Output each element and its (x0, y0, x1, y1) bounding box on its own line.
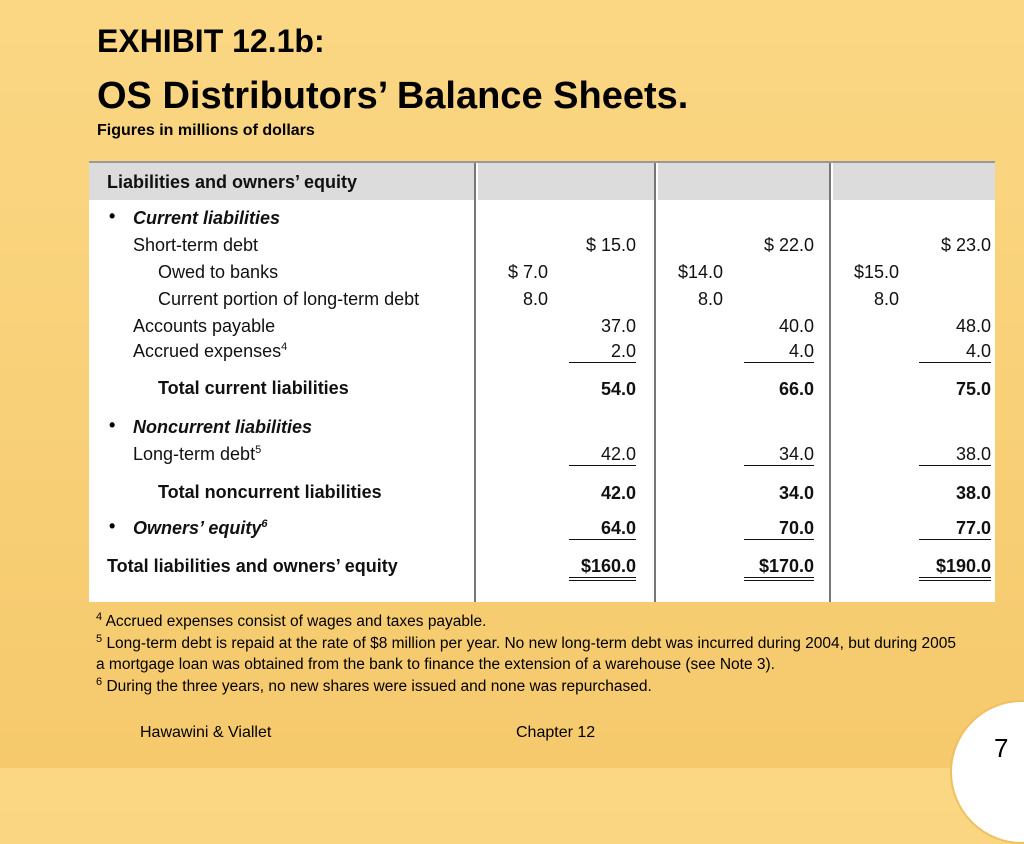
footnote-number: 5 (96, 632, 103, 645)
total-current-2004: 66.0 (778, 379, 814, 399)
accrued-expenses-2003: 2.0 (569, 341, 636, 363)
bullet-icon: • (109, 206, 116, 226)
current-portion-2003: 8.0 (522, 289, 548, 309)
owners-equity-2005: 77.0 (919, 518, 991, 540)
total-liabilities-equity-2003: $160.0 (569, 556, 636, 581)
current-portion-2005: 8.0 (873, 289, 899, 309)
total-noncurrent-2003: 42.0 (600, 483, 636, 503)
long-term-debt-2004: 34.0 (744, 444, 814, 466)
footnote-4 (96, 611, 956, 633)
bullet-icon: • (109, 516, 116, 536)
total-liabilities-equity-2005: $190.0 (919, 556, 991, 581)
footnote-number: 6 (96, 675, 103, 688)
total-liabilities-equity-label: Total liabilities and owners’ equity (107, 556, 398, 576)
header-shade-col2 (658, 163, 829, 200)
total-noncurrent-2005: 38.0 (955, 483, 991, 503)
footnotes (96, 611, 956, 697)
footnote-number: 4 (96, 610, 103, 623)
accounts-payable-label: Accounts payable (133, 316, 276, 336)
current-portion-label: Current portion of long-term debt (158, 289, 420, 309)
total-current-label: Total current liabilities (158, 378, 349, 398)
footnote-ref-4: 4 (281, 341, 288, 353)
short-term-debt-label: Short-term debt (133, 235, 259, 255)
bullet-icon: • (109, 415, 116, 435)
total-liabilities-equity-2004: $170.0 (744, 556, 814, 581)
page-number-circle (950, 700, 1024, 844)
total-current-2005: 75.0 (955, 379, 991, 399)
owed-to-banks-2005: $15.0 (853, 262, 899, 282)
accounts-payable-2005: 48.0 (955, 316, 991, 336)
owners-equity-label (133, 518, 268, 539)
current-portion-2004: 8.0 (697, 289, 723, 309)
accrued-expenses-2005: 4.0 (919, 341, 991, 363)
footnote-5 (96, 633, 956, 676)
header-shade-col1 (478, 163, 654, 200)
owners-equity-text: Owners’ equity (133, 518, 262, 538)
footnote-text: Long-term debt is repaid at the rate of $8 million per year. No new long-term debt was incurred during 2004, but during 2005 a mortgage loan was obtained from the bank to finance the extension of a warehouse (see Note 3). (96, 634, 956, 673)
exhibit-number: EXHIBIT 12.1b: (97, 23, 325, 59)
accounts-payable-2004: 40.0 (778, 316, 814, 336)
footnote-ref-5: 5 (255, 444, 262, 456)
total-noncurrent-2004: 34.0 (778, 483, 814, 503)
header-shade-col3 (833, 163, 995, 200)
long-term-debt-text: Long-term debt (133, 444, 256, 464)
footer-authors: Hawawini & Viallet (140, 724, 272, 741)
accrued-expenses-label (133, 341, 287, 362)
column-divider (474, 163, 476, 602)
total-current-2003: 54.0 (600, 379, 636, 399)
footnote-text: During the three years, no new shares were issued and none was repurchased. (106, 677, 652, 695)
short-term-debt-2003: $ 15.0 (585, 235, 636, 255)
column-divider (829, 163, 831, 602)
short-term-debt-2005: $ 23.0 (940, 235, 991, 255)
owners-equity-2003: 64.0 (569, 518, 636, 540)
section-current-liabilities: Current liabilities (133, 208, 281, 228)
short-term-debt-2004: $ 22.0 (763, 235, 814, 255)
accrued-expenses-2004: 4.0 (744, 341, 814, 363)
owed-to-banks-2003: $ 7.0 (507, 262, 548, 282)
accrued-expenses-text: Accrued expenses (133, 341, 282, 361)
footnote-text: Accrued expenses consist of wages and taxes payable. (105, 613, 487, 630)
section-noncurrent-liabilities: Noncurrent liabilities (133, 417, 313, 437)
balance-sheet-table (89, 161, 995, 602)
table-header: Liabilities and owners’ equity (107, 172, 358, 192)
footer-chapter: Chapter 12 (516, 724, 596, 741)
long-term-debt-2005: 38.0 (919, 444, 991, 466)
owed-to-banks-label: Owed to banks (158, 262, 279, 282)
footnote-6 (96, 676, 956, 698)
total-noncurrent-label: Total noncurrent liabilities (158, 482, 382, 502)
owed-to-banks-2004: $14.0 (677, 262, 723, 282)
accounts-payable-2003: 37.0 (600, 316, 636, 336)
owners-equity-2004: 70.0 (744, 518, 814, 540)
page-title: OS Distributors’ Balance Sheets. (97, 75, 689, 117)
footnote-ref-6: 6 (261, 518, 268, 530)
column-divider (654, 163, 656, 602)
page-number: 7 (994, 733, 1009, 763)
long-term-debt-label (133, 444, 261, 465)
long-term-debt-2003: 42.0 (569, 444, 636, 466)
page-subtitle: Figures in millions of dollars (97, 122, 315, 139)
